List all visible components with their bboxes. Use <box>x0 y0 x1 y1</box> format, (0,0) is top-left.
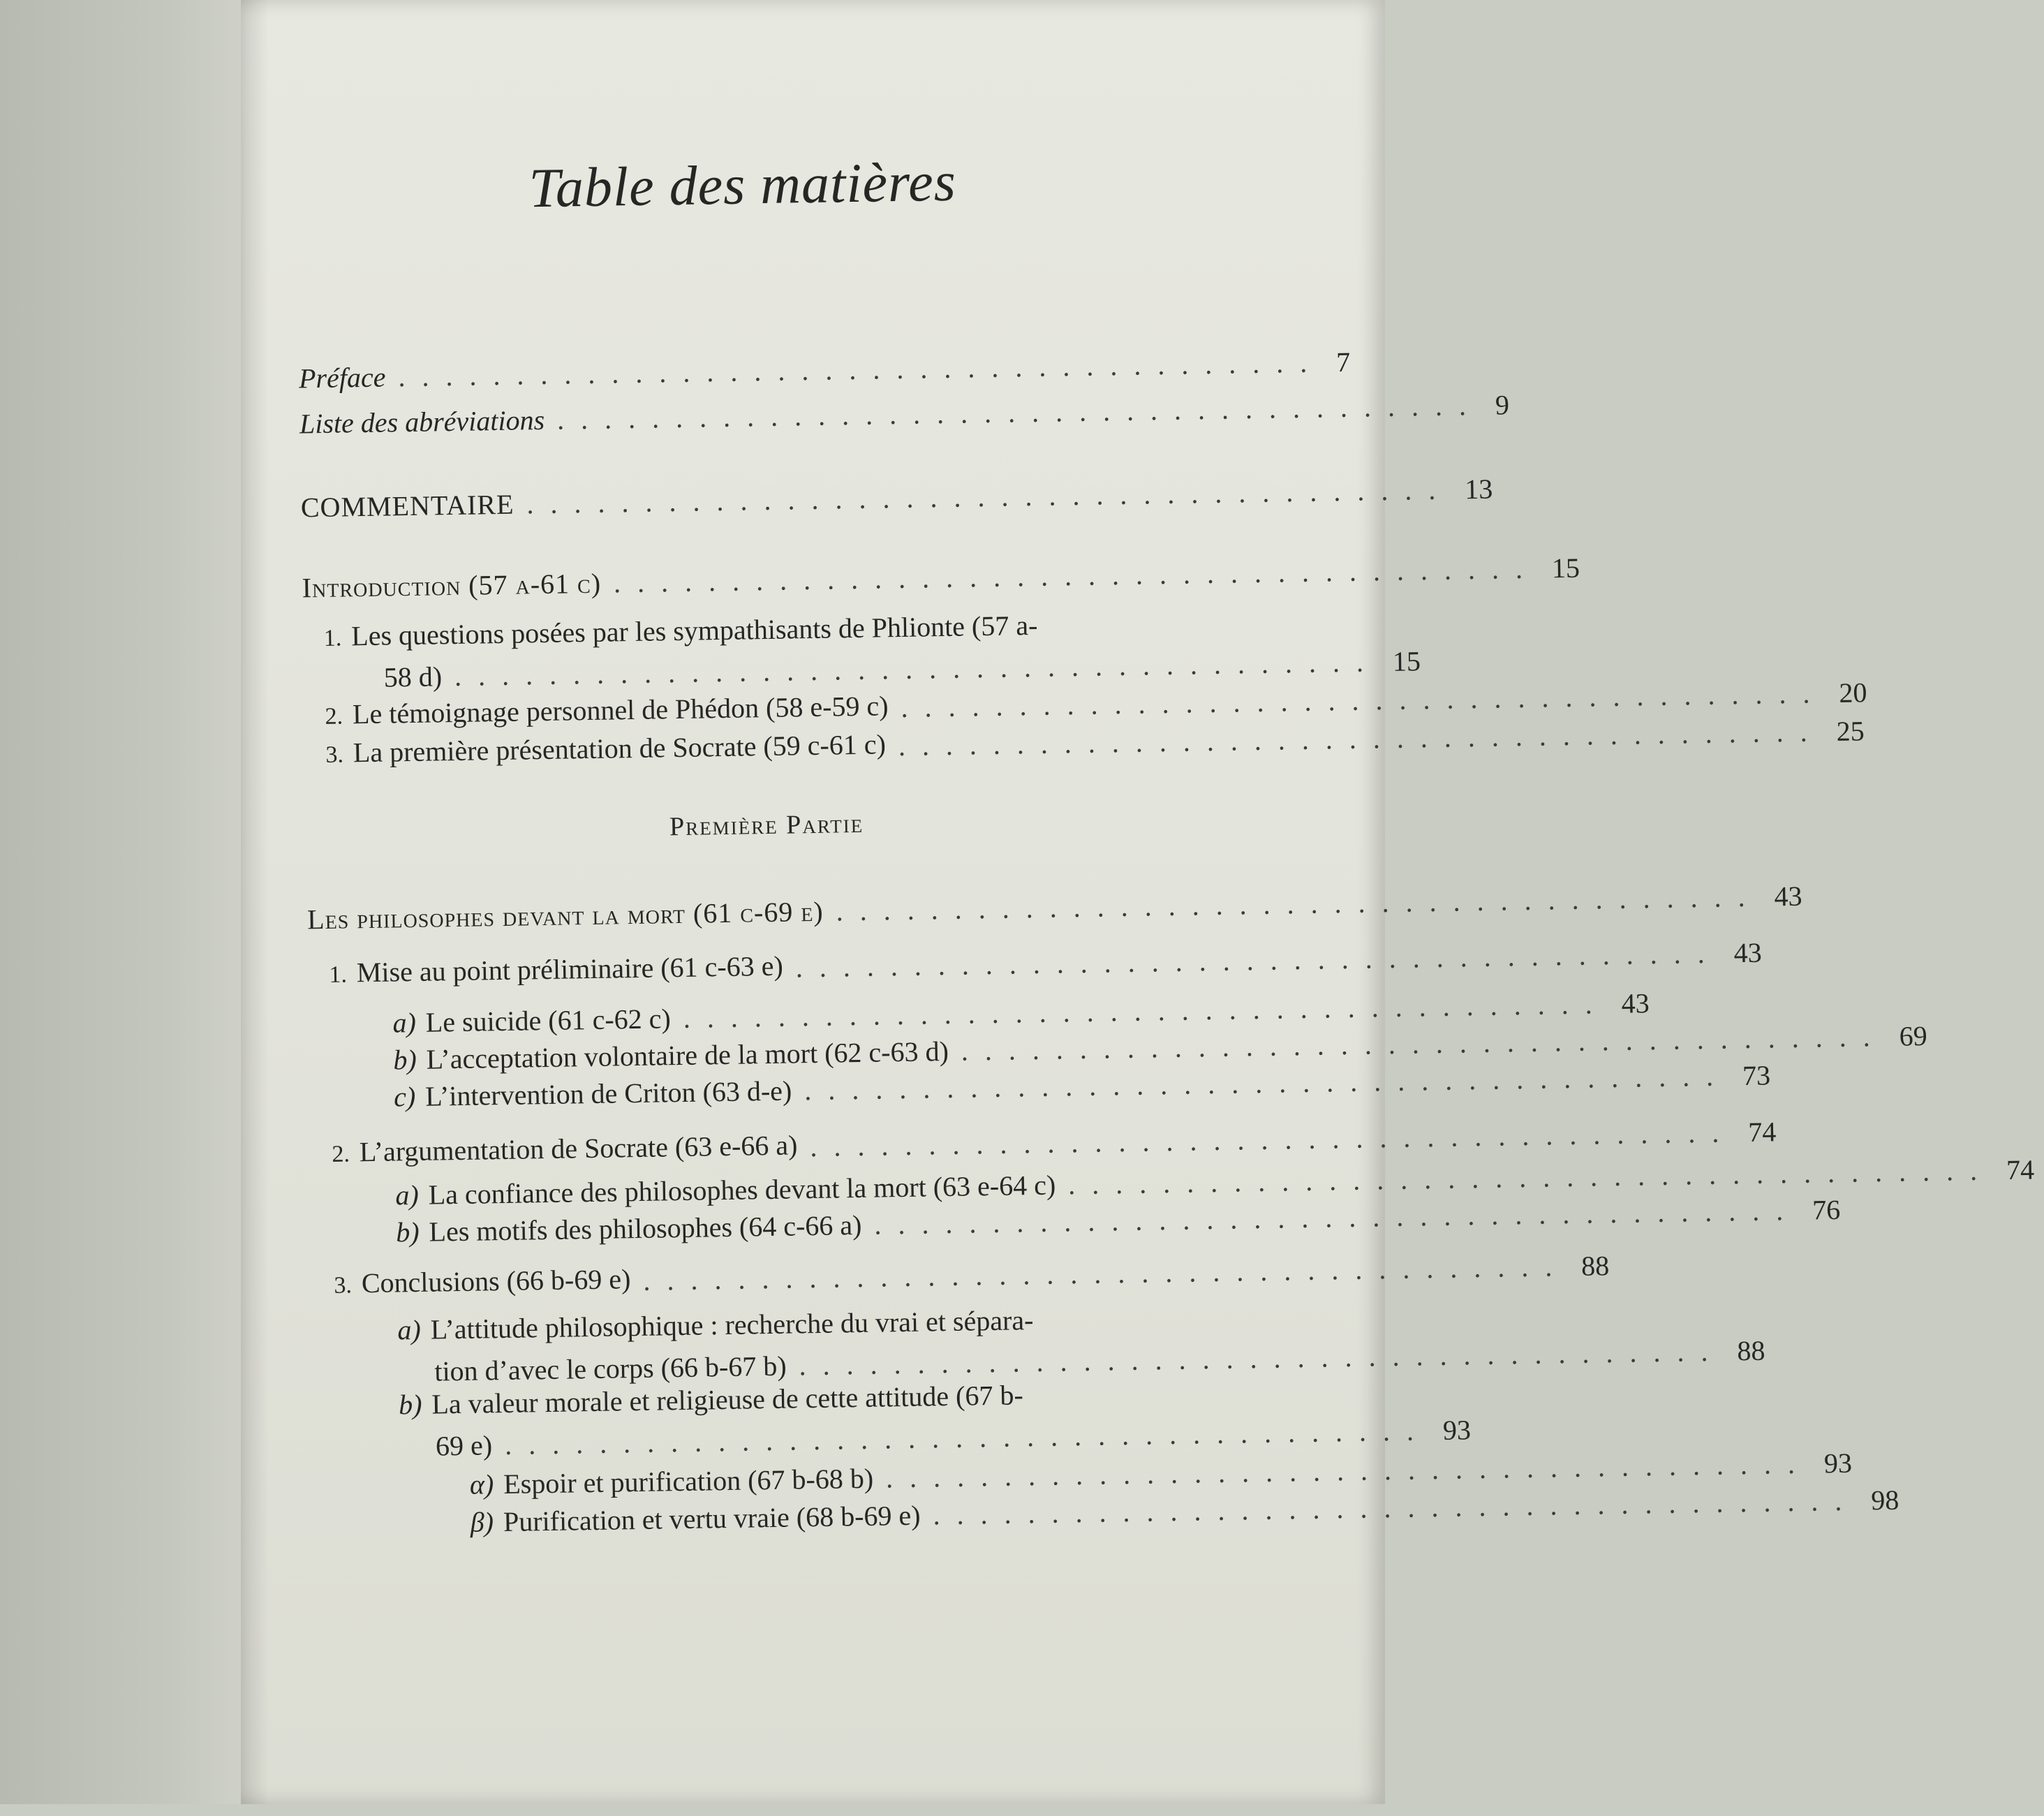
toc-page-number: 73 <box>1742 1059 1771 1092</box>
toc-entry-preface[interactable] <box>298 342 1351 396</box>
toc-entry-marker: 3. <box>325 741 344 768</box>
toc-page-number: 15 <box>1551 552 1580 584</box>
toc-page-number: 69 <box>1899 1019 1928 1052</box>
leader-dots: ....................................... <box>901 677 1827 723</box>
toc-page-number: 93 <box>1823 1447 1853 1479</box>
toc-entry-marker: c) <box>393 1080 416 1113</box>
toc-entry-label: Les motifs des philosophes (64 c-66 a) <box>429 1209 862 1248</box>
leader-dots: ....................................... <box>898 716 1825 762</box>
toc-entry-label: COMMENTAIRE <box>300 488 514 524</box>
toc-page-number: 9 <box>1495 389 1510 421</box>
toc-page-number: 20 <box>1839 677 1867 709</box>
part-heading: Première Partie <box>669 809 864 842</box>
leader-dots: ....................................... <box>803 1060 1731 1107</box>
toc-entry-marker: α) <box>469 1468 494 1500</box>
leader-dots: ....................................... <box>398 346 1324 393</box>
toc-entry-marker: b) <box>393 1043 417 1076</box>
toc-entry-label: Espoir et purification (67 b-68 b) <box>503 1462 874 1500</box>
toc-entry-label: Purification et vertu vraie (68 b-69 e) <box>503 1499 921 1538</box>
leader-dots: ....................................... <box>454 646 1381 693</box>
toc-entry-label: L’acceptation volontaire de la mort (62 c-63 d) <box>426 1035 949 1075</box>
toc-entry-label: Les questions posées par les sympathisants de Phlionte (57 a- <box>350 609 1038 652</box>
toc-page-number: 15 <box>1392 645 1421 677</box>
toc-page-number: 76 <box>1812 1193 1841 1226</box>
toc-entry-marker: 1. <box>329 961 348 988</box>
leader-dots: ....................................... <box>810 1116 1736 1163</box>
toc-entry-label: Préface <box>298 361 386 394</box>
toc-entry-marker: a) <box>397 1313 422 1346</box>
toc-entry-marker: 2. <box>325 703 343 730</box>
toc-entry-label: La confiance des philosophes devant la mort (63 e-64 c) <box>428 1169 1056 1211</box>
toc-entry-marker: b) <box>395 1216 420 1248</box>
toc-page-number: 7 <box>1335 346 1351 378</box>
toc-page-number: 43 <box>1733 936 1762 969</box>
leader-dots: ....................................... <box>556 389 1483 436</box>
toc-entry-abbreviations[interactable] <box>299 387 1510 441</box>
toc-entry-label: Conclusions (66 b-69 e) <box>361 1263 631 1299</box>
leader-dots: ....................................... <box>799 1335 1725 1382</box>
leader-dots: ....................................... <box>504 1415 1431 1461</box>
toc-entry-label: La valeur morale et religieuse de cette attitude (67 b- <box>431 1379 1024 1420</box>
toc-entry-label: Le témoignage personnel de Phédon (58 e-59 c) <box>352 690 889 730</box>
toc-entry-label: tion d’avec le corps (66 b-67 b) <box>434 1350 787 1387</box>
toc-page-number: 74 <box>1747 1116 1777 1148</box>
leader-dots: ....................................... <box>613 552 1540 599</box>
leader-dots: ....................................... <box>874 1194 1800 1241</box>
leader-dots: ....................................... <box>933 1484 1859 1531</box>
toc-entry-marker: a) <box>392 1006 417 1039</box>
toc-page-number: 88 <box>1580 1250 1610 1282</box>
toc-entry-label: Liste des abréviations <box>299 404 545 440</box>
leader-dots: ....................................... <box>526 473 1453 520</box>
toc-entry-label: Introduction (57 a-61 c) <box>302 567 602 604</box>
leader-dots: ....................................... <box>683 988 1609 1034</box>
toc-entry-label: 69 e) <box>435 1429 493 1462</box>
toc-entry-marker: β) <box>470 1506 494 1538</box>
toc-entry-label: 58 d) <box>383 660 443 693</box>
toc-entry-marker: 3. <box>334 1272 353 1299</box>
leader-dots: ....................................... <box>836 880 1762 927</box>
toc-entry-label: Les philosophes devant la mort (61 c-69 e) <box>306 895 824 936</box>
toc-entry-label: L’argumentation de Socrate (63 e-66 a) <box>359 1129 798 1168</box>
toc-page-number: 74 <box>2006 1153 2035 1186</box>
toc-entry-marker: 2. <box>332 1141 350 1167</box>
toc-entry-label: La première présentation de Socrate (59 c-61 c) <box>353 728 887 769</box>
toc-entry-label: L’attitude philosophique : recherche du vrai et sépara- <box>430 1304 1034 1345</box>
leader-dots: ....................................... <box>795 937 1721 984</box>
toc-entry-label: Le suicide (61 c-62 c) <box>425 1003 672 1038</box>
toc-page-number: 25 <box>1836 715 1865 747</box>
toc-entry-marker: a) <box>395 1179 420 1211</box>
toc-entry-sub-3[interactable] <box>334 1250 1610 1303</box>
toc-entry-marker: b) <box>398 1388 422 1421</box>
toc-page-number: 43 <box>1621 987 1650 1019</box>
toc-entry-commentaire[interactable] <box>300 471 1493 525</box>
toc-entry-section[interactable] <box>306 880 1802 937</box>
page-title: Table des matières <box>528 151 957 220</box>
toc-entry-marker: 1. <box>323 625 342 651</box>
toc-page-number: 88 <box>1737 1334 1765 1367</box>
leader-dots: ....................................... <box>643 1250 1569 1297</box>
leader-dots: ....................................... <box>961 1020 1888 1067</box>
toc-page-number: 98 <box>1870 1484 1899 1516</box>
leader-dots: ....................................... <box>885 1447 1812 1494</box>
toc-entry-label: L’intervention de Criton (63 d-e) <box>424 1075 792 1112</box>
toc-page-number: 13 <box>1464 473 1493 505</box>
toc-entry-sub-1[interactable] <box>329 936 1762 992</box>
toc-entry-introduction[interactable] <box>302 552 1580 605</box>
toc-page-number: 93 <box>1442 1414 1472 1446</box>
leader-dots: ....................................... <box>1067 1154 1994 1201</box>
toc-page-number: 43 <box>1774 880 1802 913</box>
toc-entry-label: Mise au point préliminaire (61 c-63 e) <box>356 950 784 989</box>
